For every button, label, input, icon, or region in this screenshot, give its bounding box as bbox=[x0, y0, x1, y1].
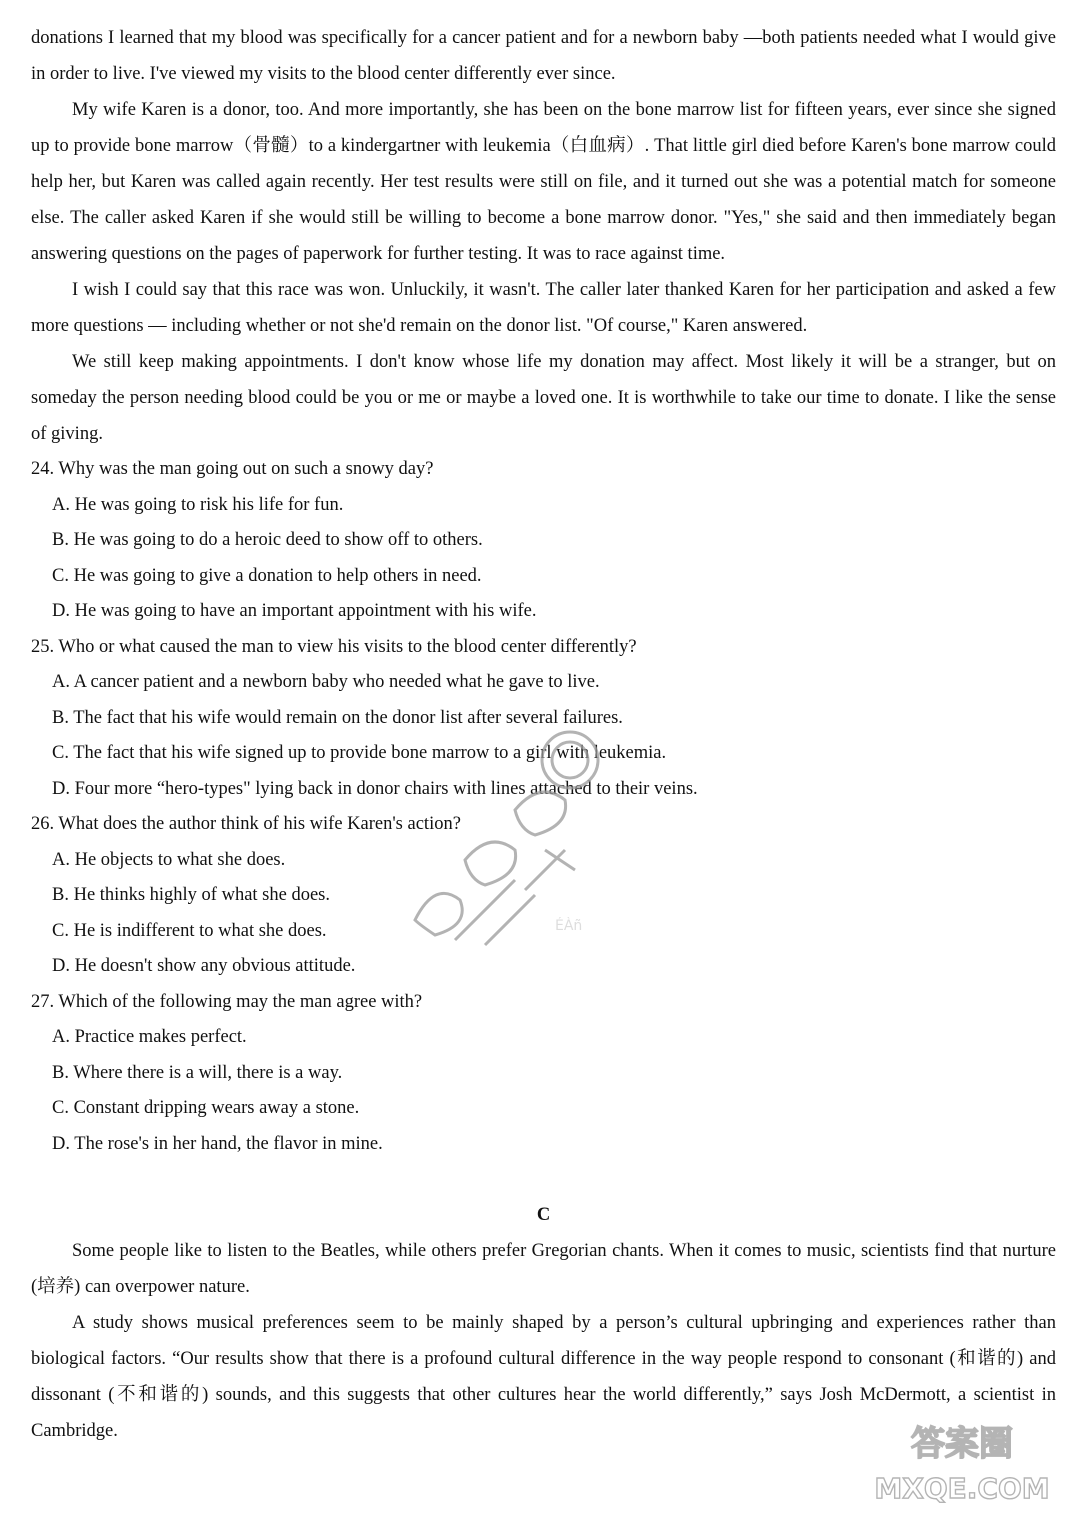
watermark-corner-url: MXQE.COM bbox=[874, 1472, 1050, 1505]
option-c: C. He is indifferent to what she does. bbox=[52, 920, 327, 941]
passage-b-paragraph-2: My wife Karen is a donor, too. And more importantly, she has been on the bone marrow list for fifteen years, ever since she signed up to provide bone marrow（骨髓）to a kindergartner with leukemia（白血病）. That little girl died before Karen's bone marrow could help her, but Karen was called again recently. Her test results were still on file, and it turned out she was a potential match for someone else. The caller asked Karen if she would still be willing to become a bone marrow donor. "Yes," she said and then immediately began answering questions on the pages of paperwork for further testing. It was to race against time. bbox=[31, 100, 1056, 264]
passage-b-paragraph-1: donations I learned that my blood was specifically for a cancer patient and for a newborn baby —both patients needed what I would give in order to live. I've viewed my visits to the blood center differently ever since. bbox=[31, 28, 1056, 84]
question-24 bbox=[31, 452, 1056, 630]
passage-b bbox=[31, 20, 1056, 452]
passage-c bbox=[31, 1197, 1056, 1449]
passage-c-paragraph-2: A study shows musical preferences seem to be mainly shaped by a person’s cultural upbringing and experiences rather than biological factors. “Our results show that there is a profound cultural difference in the way people respond to consonant (和谐的) and dissonant (不和谐的) sounds, and this suggests that other cultures hear the world differently,” says Josh McDermott, a scientist in Cambridge. bbox=[31, 1313, 1056, 1441]
option-a: A. He objects to what she does. bbox=[52, 849, 286, 870]
passage-b-paragraph-3: I wish I could say that this race was won. Unluckily, it wasn't. The caller later thanked Karen for her participation and asked a few more questions — including whether or not she'd remain on the donor list. "Of course," Karen answered. bbox=[31, 280, 1056, 336]
option-d: D. He was going to have an important appointment with his wife. bbox=[52, 601, 537, 621]
watermark-corner-text: 答案圈 bbox=[911, 1424, 1013, 1464]
option-c: C. He was going to give a donation to help others in need. bbox=[52, 565, 482, 586]
option-b: B. He was going to do a heroic deed to show off to others. bbox=[52, 530, 483, 550]
question-stem: 24. Why was the man going out on such a snowy day? bbox=[31, 459, 434, 479]
option-d: D. The rose's in her hand, the flavor in mine. bbox=[52, 1133, 383, 1154]
question-26 bbox=[31, 807, 1056, 985]
watermark-center-text: ÉÀñ bbox=[555, 918, 583, 934]
option-a: A. He was going to risk his life for fun. bbox=[52, 494, 344, 515]
question-stem: 26. What does the author think of his wife Karen's action? bbox=[31, 814, 461, 834]
option-d: D. Four more “hero-types" lying back in donor chairs with lines attached to their veins. bbox=[52, 778, 698, 799]
question-stem: 25. Who or what caused the man to view his visits to the blood center differently? bbox=[31, 636, 637, 657]
question-25 bbox=[31, 630, 1056, 808]
option-b: B. The fact that his wife would remain on the donor list after several failures. bbox=[52, 707, 623, 728]
option-c: C. The fact that his wife signed up to provide bone marrow to a girl with leukemia. bbox=[52, 743, 667, 763]
option-b: B. Where there is a will, there is a way. bbox=[52, 1062, 343, 1083]
section-title: C bbox=[536, 1205, 551, 1225]
document-page bbox=[31, 20, 1056, 1449]
option-a: A. Practice makes perfect. bbox=[52, 1027, 247, 1047]
option-a: A. A cancer patient and a newborn baby who needed what he gave to live. bbox=[52, 672, 600, 692]
option-b: B. He thinks highly of what she does. bbox=[52, 885, 330, 905]
passage-b-paragraph-4: We still keep making appointments. I don't know whose life my donation may affect. Most likely it will be a stranger, but on someday the person needing blood could be you or me or maybe a loved one. It is worthwhile to take our time to donate. I like the sense of giving. bbox=[31, 352, 1056, 444]
passage-c-paragraph-1: Some people like to listen to the Beatles, while others prefer Gregorian chants. When it comes to music, scientists find that nurture (培养) can overpower nature. bbox=[31, 1241, 1056, 1297]
option-c: C. Constant dripping wears away a stone. bbox=[52, 1098, 360, 1118]
question-27 bbox=[31, 985, 1056, 1163]
option-d: D. He doesn't show any obvious attitude. bbox=[52, 956, 356, 976]
question-stem: 27. Which of the following may the man agree with? bbox=[31, 991, 423, 1012]
